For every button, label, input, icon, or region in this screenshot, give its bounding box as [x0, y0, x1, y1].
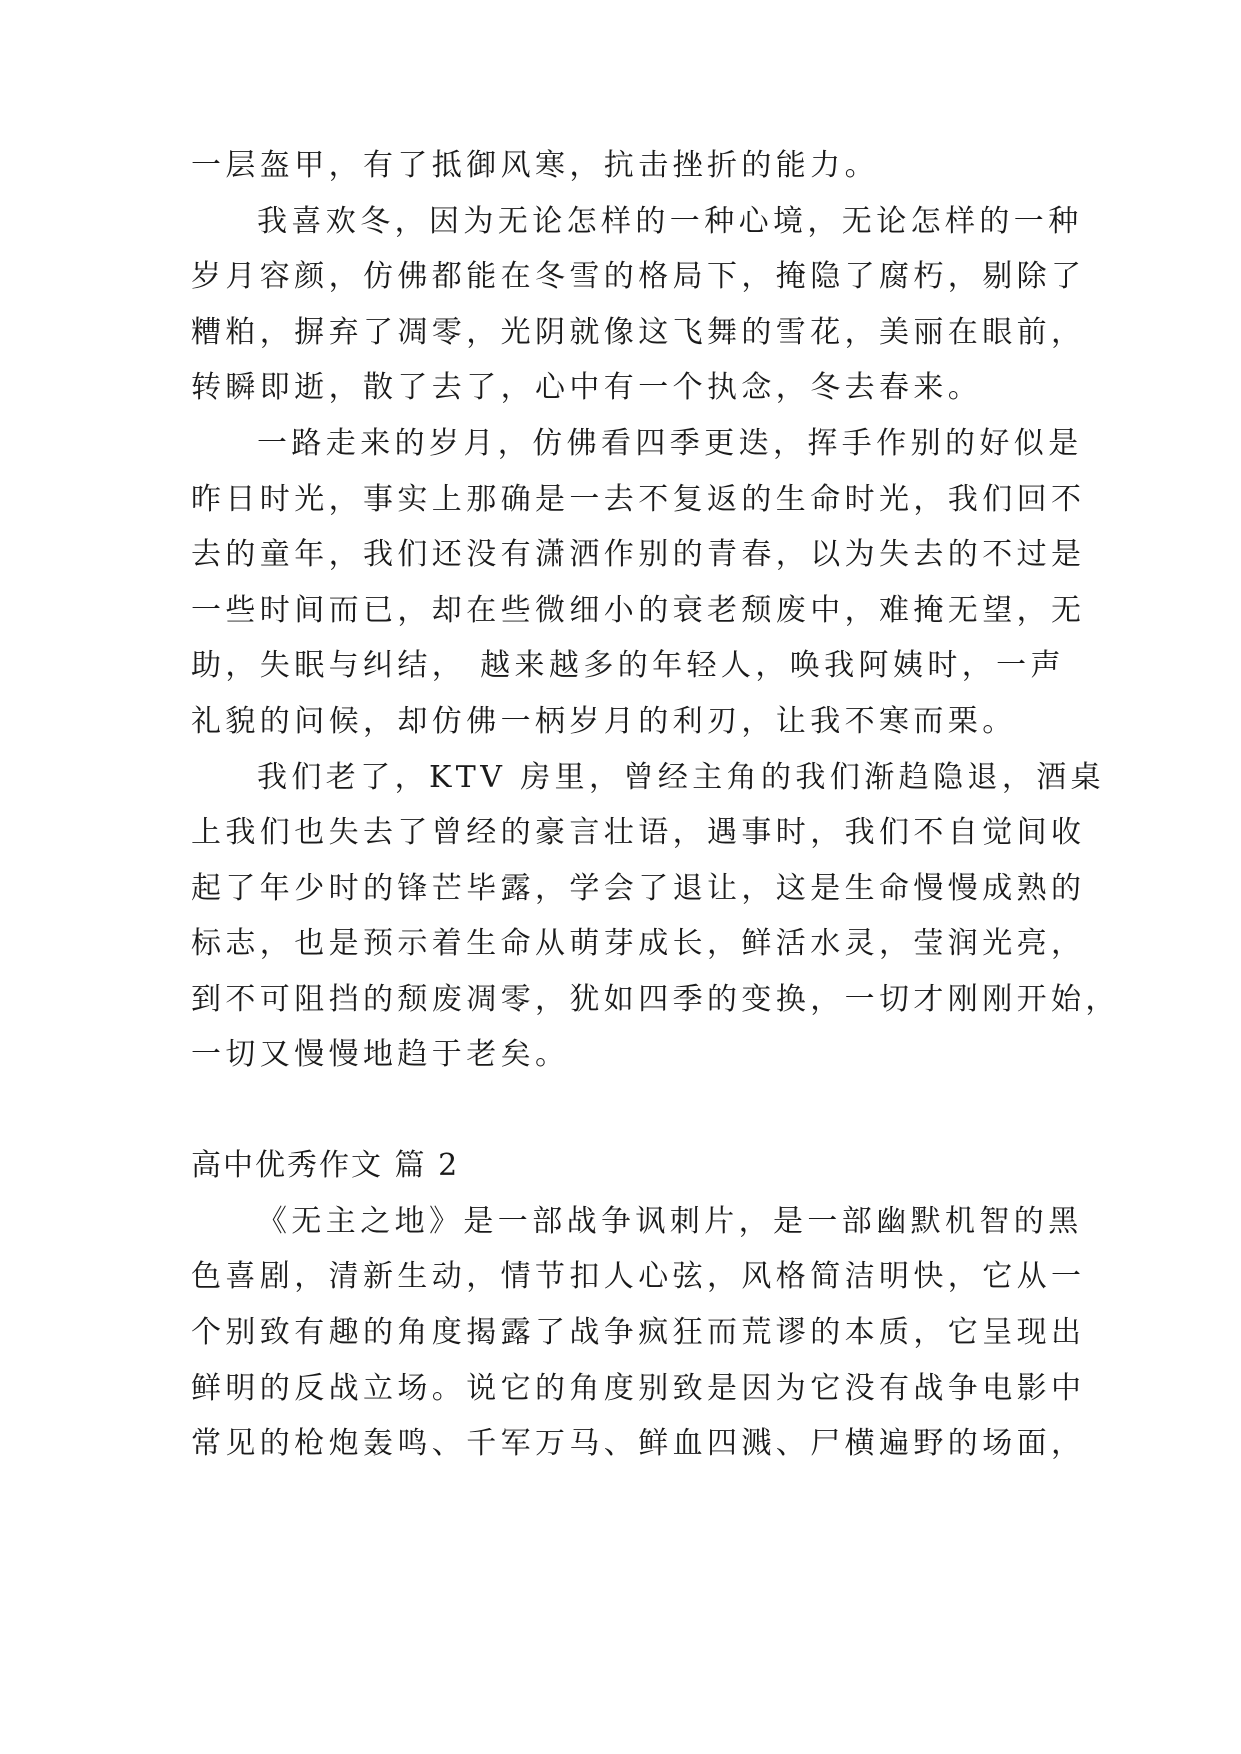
text-line: 标志，也是预示着生命从萌芽成长，鲜活水灵，莹润光亮， — [191, 926, 1086, 961]
text-line: 上我们也失去了曾经的豪言壮语，遇事时，我们不自觉间收 — [191, 815, 1086, 850]
text-line: 岁月容颜，仿佛都能在冬雪的格局下，掩隐了腐朽，剔除了 — [191, 259, 1086, 294]
text-line: 助，失眠与纠结， 越来越多的年轻人，唤我阿姨时，一声 — [191, 648, 1065, 683]
section-heading: 高中优秀作文 篇 2 — [191, 1148, 460, 1183]
paragraph-start-line: 一路走来的岁月，仿佛看四季更迭，挥手作别的好似是 — [257, 426, 1083, 461]
text-line: 昨日时光，事实上那确是一去不复返的生命时光，我们回不 — [191, 482, 1086, 517]
text-line: 去的童年，我们还没有潇洒作别的青春，以为失去的不过是 — [191, 537, 1086, 572]
text-line: 一层盔甲，有了抵御风寒，抗击挫折的能力。 — [191, 148, 879, 183]
text-line: 起了年少时的锋芒毕露，学会了退让，这是生命慢慢成熟的 — [191, 871, 1086, 906]
text-line: 礼貌的问候，却仿佛一柄岁月的利刃，让我不寒而栗。 — [191, 704, 1017, 739]
paragraph-start-line: 我喜欢冬，因为无论怎样的一种心境，无论怎样的一种 — [257, 204, 1083, 239]
text-line: 个别致有趣的角度揭露了战争疯狂而荒谬的本质，它呈现出 — [191, 1315, 1086, 1350]
text-line: 常见的枪炮轰鸣、千军万马、鲜血四溅、尸横遍野的场面， — [191, 1426, 1086, 1461]
text-line: 到不可阻挡的颓废凋零，犹如四季的变换，一切才刚刚开始， — [191, 982, 1120, 1017]
text-line: 一切又慢慢地趋于老矣。 — [191, 1037, 570, 1072]
text-line: 转瞬即逝，散了去了，心中有一个执念，冬去春来。 — [191, 370, 983, 405]
paragraph-start-line: 《无主之地》是一部战争讽刺片，是一部幽默机智的黑 — [257, 1204, 1083, 1239]
text-line: 一些时间而已，却在些微细小的衰老颓废中，难掩无望，无 — [191, 593, 1086, 628]
text-line: 鲜明的反战立场。说它的角度别致是因为它没有战争电影中 — [191, 1371, 1086, 1406]
text-line: 糟粕，摒弃了凋零，光阴就像这飞舞的雪花，美丽在眼前， — [191, 315, 1086, 350]
text-line: 色喜剧，清新生动，情节扣人心弦，风格简洁明快，它从一 — [191, 1259, 1086, 1294]
paragraph-start-line: 我们老了，KTV 房里，曾经主角的我们渐趋隐退，酒桌 — [257, 760, 1106, 795]
